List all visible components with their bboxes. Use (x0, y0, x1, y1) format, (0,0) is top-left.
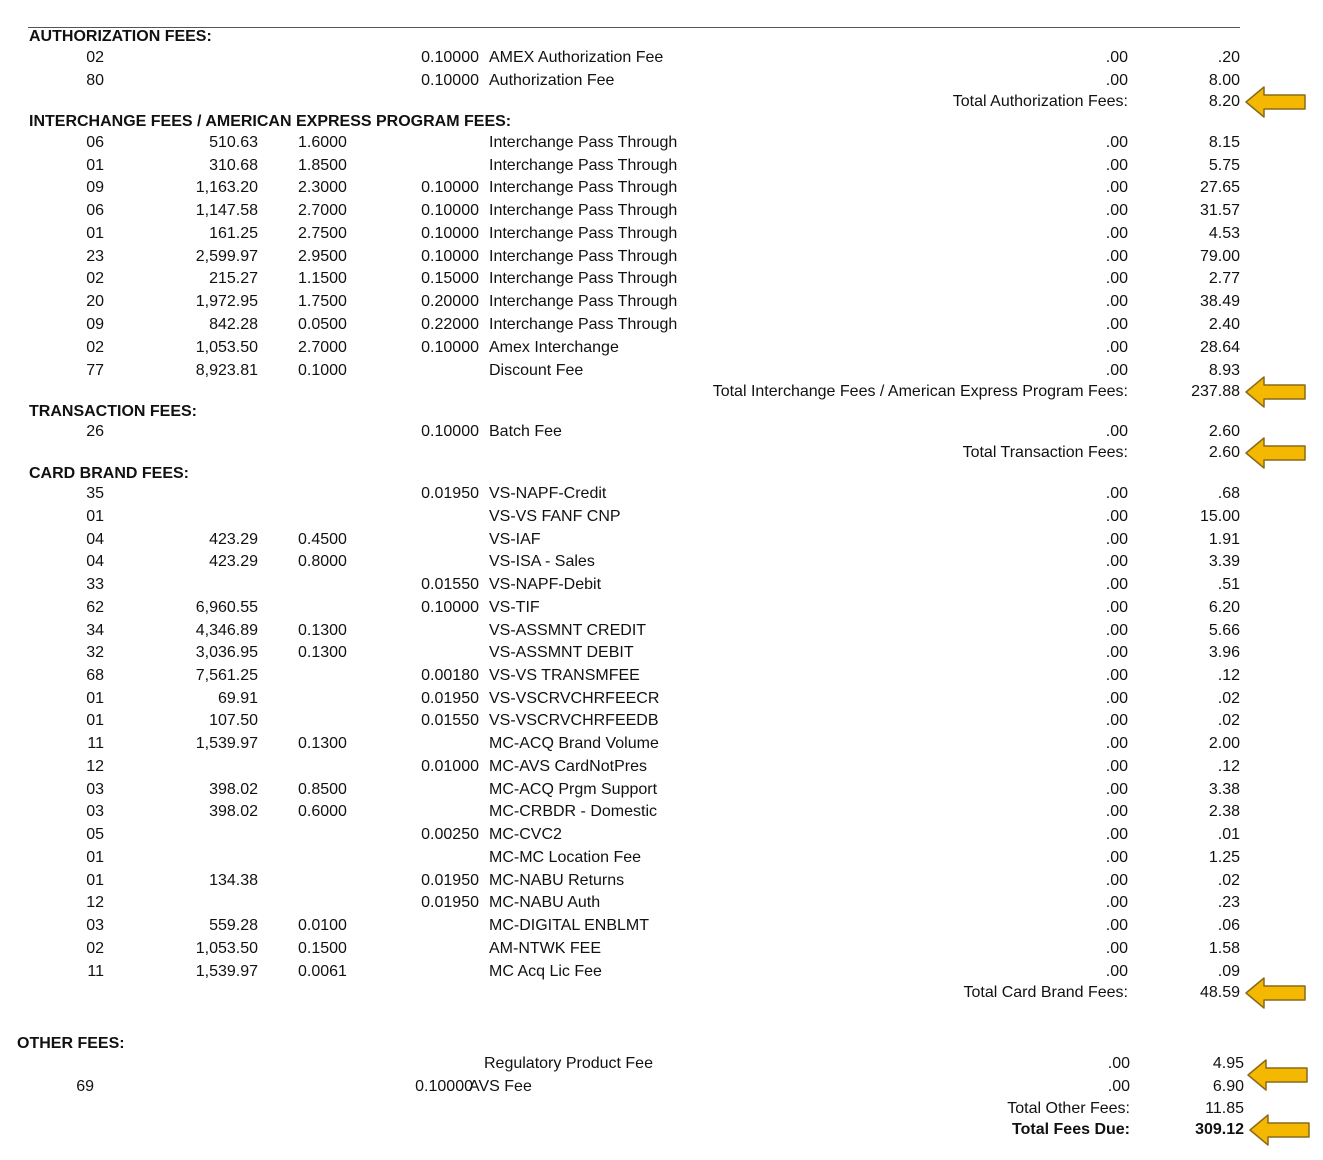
interchange-row-total: 28.64 (1199, 339, 1240, 356)
card-brand-row-count: 68 (86, 667, 104, 684)
card-brand-row-amount: 1,053.50 (195, 940, 258, 957)
interchange-row-pct: 1.6000 (298, 134, 347, 151)
card-brand-row-total: 3.96 (1208, 644, 1240, 661)
card-brand-row-count: 32 (86, 644, 104, 661)
transaction-row-total: 2.60 (1208, 423, 1240, 440)
card-brand-row-amount: 423.29 (209, 553, 258, 570)
interchange-row-total: 2.77 (1208, 270, 1240, 287)
interchange-row-count: 02 (86, 270, 104, 287)
card-brand-row-total: 15.00 (1199, 508, 1240, 525)
interchange-row-per: 0.10000 (421, 225, 479, 242)
card-brand-row-count: 03 (86, 803, 104, 820)
interchange-row-total: 2.40 (1208, 316, 1240, 333)
interchange-row-total: 5.75 (1208, 157, 1240, 174)
card-brand-row-desc: VS-IAF (489, 531, 541, 548)
interchange-row-amount: 510.63 (209, 134, 258, 151)
interchange-row-adj: .00 (1105, 248, 1128, 265)
card-brand-row-total: 3.39 (1208, 553, 1240, 570)
interchange-total-value: 237.88 (1191, 383, 1240, 400)
card-brand-row-desc: VS-NAPF-Debit (489, 576, 602, 593)
card-brand-total-label: Total Card Brand Fees: (963, 984, 1128, 1001)
card-brand-row-total: 1.58 (1208, 940, 1240, 957)
card-brand-row-count: 01 (86, 872, 104, 889)
card-brand-row-per: 0.10000 (421, 599, 479, 616)
card-brand-row-pct: 0.1500 (298, 940, 347, 957)
interchange-row-count: 09 (86, 179, 104, 196)
interchange-row-count: 23 (86, 248, 104, 265)
interchange-row-amount: 1,163.20 (195, 179, 258, 196)
card-brand-row-amount: 1,539.97 (195, 963, 258, 980)
interchange-row-amount: 2,599.97 (195, 248, 258, 265)
authorization-total-label: Total Authorization Fees: (952, 93, 1128, 110)
card-brand-row-per: 0.01550 (421, 712, 479, 729)
authorization-row-count: 80 (86, 72, 104, 89)
card-brand-row-amount: 423.29 (209, 531, 258, 548)
interchange-row-amount: 1,053.50 (195, 339, 258, 356)
card-brand-row-per: 0.01950 (421, 872, 479, 889)
card-brand-row-desc: MC-NABU Returns (489, 872, 625, 889)
authorization-row-per: 0.10000 (421, 49, 479, 66)
interchange-row-desc: Discount Fee (489, 362, 584, 379)
card-brand-row-desc: VS-VSCRVCHRFEECR (489, 690, 660, 707)
interchange-row-pct: 2.9500 (298, 248, 347, 265)
card-brand-row-adj: .00 (1105, 849, 1128, 866)
card-brand-row-adj: .00 (1105, 667, 1128, 684)
other-row-desc: Regulatory Product Fee (484, 1055, 653, 1072)
interchange-row-amount: 1,147.58 (195, 202, 258, 219)
interchange-row-adj: .00 (1105, 134, 1128, 151)
card-brand-row-pct: 0.0100 (298, 917, 347, 934)
card-brand-row-count: 02 (86, 940, 104, 957)
card-brand-row-total: 2.00 (1208, 735, 1240, 752)
card-brand-row-count: 12 (86, 894, 104, 911)
authorization-total-value: 8.20 (1208, 93, 1240, 110)
interchange-row-pct: 1.7500 (298, 293, 347, 310)
card-brand-row-count: 33 (86, 576, 104, 593)
interchange-row-count: 01 (86, 225, 104, 242)
card-brand-row-adj: .00 (1105, 576, 1128, 593)
card-brand-row-total: .09 (1217, 963, 1240, 980)
interchange-row-desc: Interchange Pass Through (489, 316, 678, 333)
card-brand-row-amount: 4,346.89 (195, 622, 258, 639)
interchange-row-amount: 8,923.81 (195, 362, 258, 379)
card-brand-row-adj: .00 (1105, 872, 1128, 889)
card-brand-row-pct: 0.1300 (298, 735, 347, 752)
card-brand-row-amount: 3,036.95 (195, 644, 258, 661)
card-brand-row-total: .06 (1217, 917, 1240, 934)
interchange-row-pct: 0.1000 (298, 362, 347, 379)
interchange-section-title: INTERCHANGE FEES / AMERICAN EXPRESS PROGRAM FEES: (29, 113, 512, 130)
transaction-row-desc: Batch Fee (489, 423, 562, 440)
card-brand-row-desc: VS-TIF (489, 599, 540, 616)
card-brand-row-pct: 0.8500 (298, 781, 347, 798)
interchange-row-adj: .00 (1105, 270, 1128, 287)
other-total-value: 11.85 (1205, 1100, 1244, 1117)
interchange-row-total: 8.15 (1208, 134, 1240, 151)
interchange-row-amount: 215.27 (209, 270, 258, 287)
card-brand-row-adj: .00 (1105, 531, 1128, 548)
card-brand-row-adj: .00 (1105, 690, 1128, 707)
card-brand-row-count: 11 (87, 963, 104, 980)
interchange-row-per: 0.10000 (421, 339, 479, 356)
card-brand-row-pct: 0.1300 (298, 622, 347, 639)
card-brand-row-adj: .00 (1105, 644, 1128, 661)
interchange-row-count: 77 (86, 362, 104, 379)
card-brand-row-adj: .00 (1105, 781, 1128, 798)
card-brand-row-pct: 0.1300 (298, 644, 347, 661)
card-brand-row-adj: .00 (1105, 940, 1128, 957)
card-brand-row-desc: VS-VS FANF CNP (489, 508, 621, 525)
card-brand-row-total: .01 (1217, 826, 1240, 843)
card-brand-row-adj: .00 (1105, 803, 1128, 820)
card-brand-row-adj: .00 (1105, 622, 1128, 639)
interchange-row-desc: Interchange Pass Through (489, 225, 678, 242)
authorization-row-desc: AMEX Authorization Fee (489, 49, 664, 66)
transaction-row-adj: .00 (1105, 423, 1128, 440)
interchange-row-per: 0.15000 (421, 270, 479, 287)
card-brand-row-count: 05 (86, 826, 104, 843)
interchange-row-adj: .00 (1105, 339, 1128, 356)
card-brand-row-desc: VS-ASSMNT DEBIT (489, 644, 634, 661)
interchange-row-count: 01 (86, 157, 104, 174)
card-brand-row-adj: .00 (1105, 553, 1128, 570)
card-brand-row-desc: VS-VS TRANSMFEE (489, 667, 640, 684)
transaction-row-per: 0.10000 (421, 423, 479, 440)
card-brand-row-total: 6.20 (1208, 599, 1240, 616)
card-brand-row-amount: 1,539.97 (195, 735, 258, 752)
authorization-row-count: 02 (86, 49, 104, 66)
card-brand-row-per: 0.01550 (421, 576, 479, 593)
card-brand-row-total: .68 (1217, 485, 1240, 502)
card-brand-row-count: 01 (86, 690, 104, 707)
card-brand-row-count: 11 (87, 735, 104, 752)
card-brand-row-amount: 559.28 (209, 917, 258, 934)
card-brand-row-desc: MC-DIGITAL ENBLMT (489, 917, 650, 934)
card-brand-total-value: 48.59 (1199, 984, 1240, 1001)
card-brand-row-total: .02 (1217, 690, 1240, 707)
interchange-row-desc: Interchange Pass Through (489, 202, 678, 219)
other-fees-arrow-icon (1246, 1058, 1310, 1092)
interchange-row-amount: 1,972.95 (195, 293, 258, 310)
interchange-row-amount: 842.28 (209, 316, 258, 333)
card-brand-row-amount: 107.50 (209, 712, 258, 729)
interchange-row-desc: Interchange Pass Through (489, 248, 678, 265)
interchange-row-per: 0.10000 (421, 202, 479, 219)
card-brand-row-total: .12 (1217, 667, 1240, 684)
other-row-adj: .00 (1107, 1055, 1130, 1072)
card-brand-row-amount: 7,561.25 (195, 667, 258, 684)
card-brand-row-pct: 0.0061 (298, 963, 347, 980)
card-brand-row-total: 2.38 (1208, 803, 1240, 820)
card-brand-row-count: 04 (86, 531, 104, 548)
transaction-total-arrow-icon (1244, 436, 1308, 470)
card-brand-row-per: 0.01950 (421, 485, 479, 502)
interchange-row-count: 02 (86, 339, 104, 356)
card-brand-row-total: .02 (1217, 712, 1240, 729)
interchange-row-total: 31.57 (1199, 202, 1240, 219)
other-row-per: 0.10000 (415, 1078, 473, 1095)
interchange-row-pct: 1.8500 (298, 157, 347, 174)
interchange-row-pct: 2.7500 (298, 225, 347, 242)
card-brand-row-pct: 0.4500 (298, 531, 347, 548)
authorization-row-total: .20 (1217, 49, 1240, 66)
card-brand-row-pct: 0.8000 (298, 553, 347, 570)
interchange-row-per: 0.10000 (421, 248, 479, 265)
interchange-row-per: 0.22000 (421, 316, 479, 333)
interchange-row-pct: 1.1500 (298, 270, 347, 287)
card-brand-row-count: 35 (86, 485, 104, 502)
card-brand-row-desc: VS-NAPF-Credit (489, 485, 607, 502)
interchange-row-count: 06 (86, 202, 104, 219)
grand-total-value: 309.12 (1195, 1121, 1244, 1138)
interchange-total-arrow-icon (1244, 375, 1308, 409)
interchange-row-count: 06 (86, 134, 104, 151)
card-brand-row-total: .23 (1217, 894, 1240, 911)
card-brand-row-per: 0.01950 (421, 894, 479, 911)
other-row-count: 69 (76, 1078, 94, 1095)
card-brand-row-desc: MC-ACQ Brand Volume (489, 735, 659, 752)
authorization-section-title: AUTHORIZATION FEES: (29, 28, 212, 45)
card-brand-row-count: 01 (86, 508, 104, 525)
interchange-total-label: Total Interchange Fees / American Express Program Fees: (712, 383, 1128, 400)
grand-total-label: Total Fees Due: (1012, 1121, 1130, 1138)
other-section-title: OTHER FEES: (17, 1035, 125, 1052)
interchange-row-pct: 2.3000 (298, 179, 347, 196)
interchange-row-desc: Interchange Pass Through (489, 157, 678, 174)
card-brand-row-count: 01 (86, 712, 104, 729)
card-brand-row-amount: 134.38 (209, 872, 258, 889)
card-brand-row-desc: MC-NABU Auth (489, 894, 601, 911)
card-brand-row-adj: .00 (1105, 712, 1128, 729)
authorization-row-desc: Authorization Fee (489, 72, 615, 89)
interchange-row-total: 4.53 (1208, 225, 1240, 242)
transaction-total-value: 2.60 (1208, 444, 1240, 461)
card-brand-row-amount: 398.02 (209, 803, 258, 820)
interchange-row-desc: Interchange Pass Through (489, 270, 678, 287)
card-brand-row-desc: VS-ISA - Sales (489, 553, 595, 570)
interchange-row-count: 20 (86, 293, 104, 310)
authorization-row-total: 8.00 (1208, 72, 1240, 89)
card-brand-row-adj: .00 (1105, 963, 1128, 980)
card-brand-row-count: 04 (86, 553, 104, 570)
other-row-total: 4.95 (1212, 1055, 1244, 1072)
card-brand-row-pct: 0.6000 (298, 803, 347, 820)
interchange-row-pct: 2.7000 (298, 339, 347, 356)
other-row-desc: AVS Fee (469, 1078, 532, 1095)
authorization-row-adj: .00 (1105, 49, 1128, 66)
card-brand-section-title: CARD BRAND FEES: (29, 465, 189, 482)
interchange-row-adj: .00 (1105, 293, 1128, 310)
interchange-row-pct: 0.0500 (298, 316, 347, 333)
interchange-row-adj: .00 (1105, 202, 1128, 219)
authorization-row-per: 0.10000 (421, 72, 479, 89)
card-brand-row-adj: .00 (1105, 485, 1128, 502)
card-brand-row-desc: MC-CVC2 (489, 826, 562, 843)
interchange-row-adj: .00 (1105, 316, 1128, 333)
card-brand-row-count: 03 (86, 917, 104, 934)
interchange-row-pct: 2.7000 (298, 202, 347, 219)
transaction-section-title: TRANSACTION FEES: (29, 403, 197, 420)
card-brand-row-total: .12 (1217, 758, 1240, 775)
card-brand-row-count: 62 (86, 599, 104, 616)
card-brand-row-desc: VS-ASSMNT CREDIT (489, 622, 647, 639)
interchange-row-per: 0.10000 (421, 179, 479, 196)
interchange-row-adj: .00 (1105, 362, 1128, 379)
card-brand-row-adj: .00 (1105, 917, 1128, 934)
card-brand-total-arrow-icon (1244, 976, 1308, 1010)
transaction-row-count: 26 (86, 423, 104, 440)
interchange-row-desc: Interchange Pass Through (489, 293, 678, 310)
card-brand-row-total: 1.25 (1208, 849, 1240, 866)
card-brand-row-count: 12 (86, 758, 104, 775)
interchange-row-desc: Interchange Pass Through (489, 179, 678, 196)
card-brand-row-desc: MC Acq Lic Fee (489, 963, 602, 980)
card-brand-row-desc: VS-VSCRVCHRFEEDB (489, 712, 659, 729)
card-brand-row-total: 5.66 (1208, 622, 1240, 639)
other-row-total: 6.90 (1212, 1078, 1244, 1095)
card-brand-row-amount: 69.91 (217, 690, 258, 707)
interchange-row-adj: .00 (1105, 157, 1128, 174)
interchange-row-total: 27.65 (1199, 179, 1240, 196)
authorization-total-arrow-icon (1244, 85, 1308, 119)
card-brand-row-amount: 398.02 (209, 781, 258, 798)
card-brand-row-count: 03 (86, 781, 104, 798)
interchange-row-amount: 310.68 (209, 157, 258, 174)
card-brand-row-desc: MC-AVS CardNotPres (489, 758, 647, 775)
card-brand-row-adj: .00 (1105, 894, 1128, 911)
card-brand-row-per: 0.01000 (421, 758, 479, 775)
interchange-row-desc: Amex Interchange (489, 339, 619, 356)
card-brand-row-desc: MC-CRBDR - Domestic (489, 803, 657, 820)
card-brand-row-per: 0.01950 (421, 690, 479, 707)
interchange-row-total: 8.93 (1208, 362, 1240, 379)
interchange-row-adj: .00 (1105, 225, 1128, 242)
interchange-row-count: 09 (86, 316, 104, 333)
interchange-row-amount: 161.25 (209, 225, 258, 242)
card-brand-row-amount: 6,960.55 (195, 599, 258, 616)
grand-total-arrow-icon (1248, 1113, 1312, 1147)
card-brand-row-count: 01 (86, 849, 104, 866)
card-brand-row-adj: .00 (1105, 826, 1128, 843)
card-brand-row-desc: MC-ACQ Prgm Support (489, 781, 658, 798)
interchange-row-total: 38.49 (1199, 293, 1240, 310)
card-brand-row-per: 0.00250 (421, 826, 479, 843)
interchange-row-adj: .00 (1105, 179, 1128, 196)
interchange-row-total: 79.00 (1199, 248, 1240, 265)
other-total-label: Total Other Fees: (1007, 1100, 1130, 1117)
card-brand-row-adj: .00 (1105, 599, 1128, 616)
interchange-row-per: 0.20000 (421, 293, 479, 310)
interchange-row-desc: Interchange Pass Through (489, 134, 678, 151)
authorization-row-adj: .00 (1105, 72, 1128, 89)
card-brand-row-adj: .00 (1105, 758, 1128, 775)
card-brand-row-per: 0.00180 (421, 667, 479, 684)
card-brand-row-total: 3.38 (1208, 781, 1240, 798)
transaction-total-label: Total Transaction Fees: (962, 444, 1128, 461)
card-brand-row-total: .51 (1217, 576, 1240, 593)
card-brand-row-desc: MC-MC Location Fee (489, 849, 642, 866)
card-brand-row-adj: .00 (1105, 508, 1128, 525)
card-brand-row-desc: AM-NTWK FEE (489, 940, 601, 957)
card-brand-row-adj: .00 (1105, 735, 1128, 752)
other-row-adj: .00 (1107, 1078, 1130, 1095)
card-brand-row-total: 1.91 (1208, 531, 1240, 548)
card-brand-row-count: 34 (86, 622, 104, 639)
card-brand-row-total: .02 (1217, 872, 1240, 889)
